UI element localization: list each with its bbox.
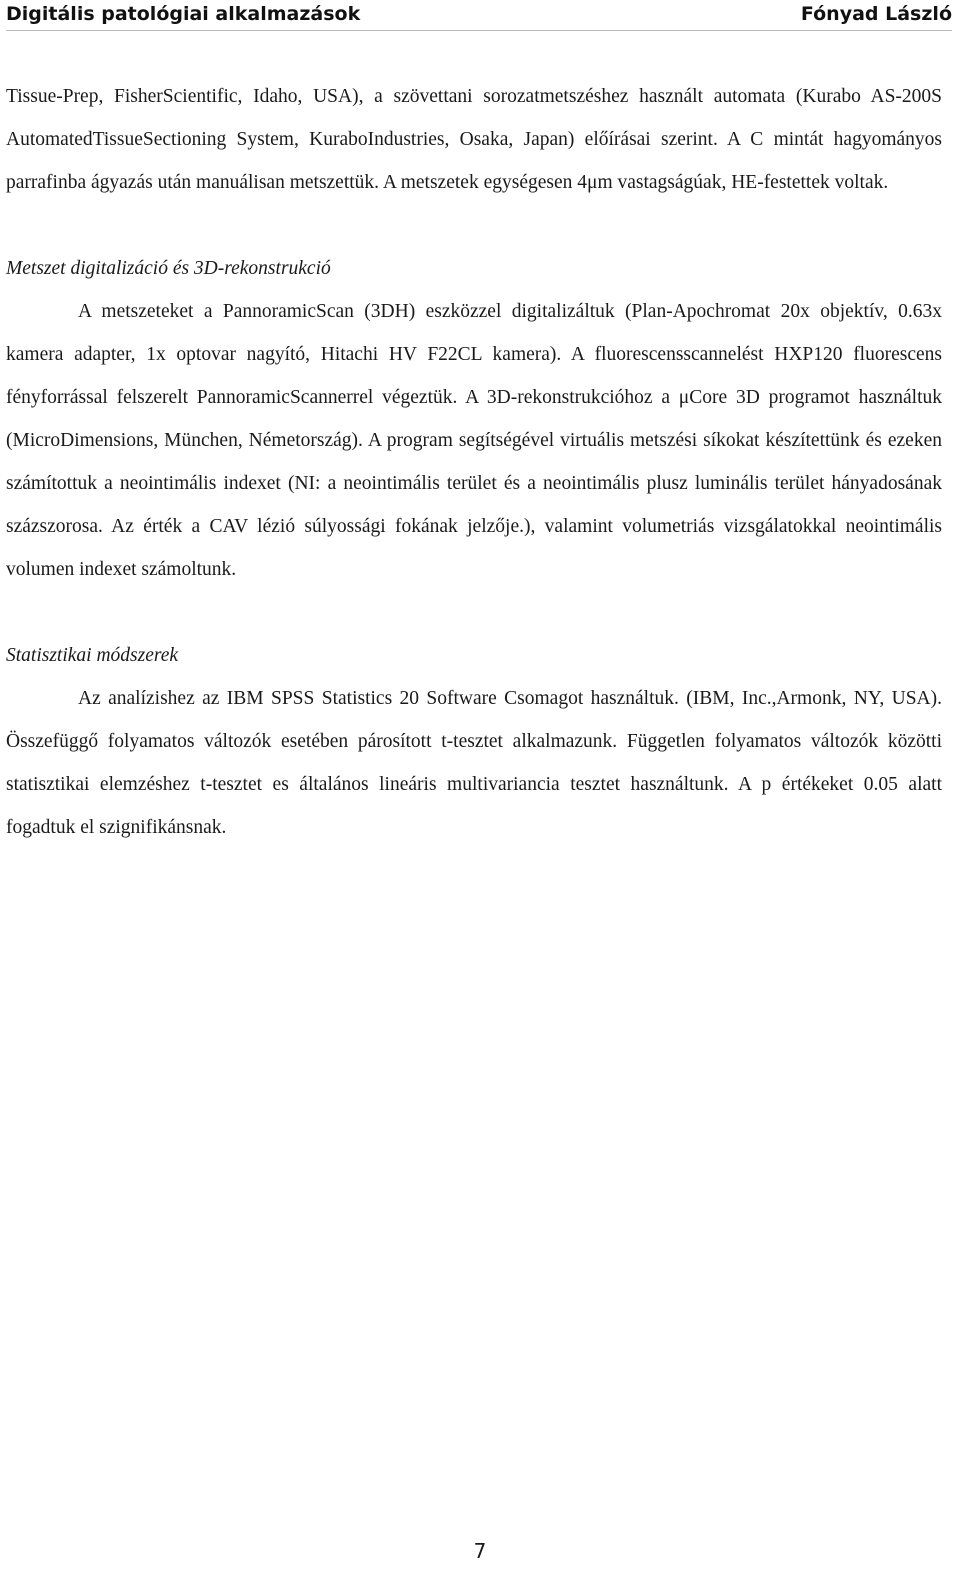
page-body (6, 75, 942, 849)
section-heading-statistics: Statisztikai módszerek (6, 645, 179, 666)
section-heading-digitization: Metszet digitalizáció és 3D-rekonstrukció (6, 258, 331, 279)
header-title: Digitális patológiai alkalmazások (6, 3, 361, 25)
statistics-paragraph: Az analízishez az IBM SPSS Statistics 20 Software Csomagot használtuk. (IBM, Inc.,Armonk, NY, USA). Összefüggő folyamatos változók esetében párosított t-tesztet alkalmazunk. Független folyamatos változók közötti statisztikai elemzéshez t-tesztet es általános lineáris multivariancia tesztet használtunk. A p értékeket 0.05 alatt fogadtuk el szignifikánsnak. (6, 688, 942, 838)
page-number: 7 (473, 1539, 487, 1563)
page-header (6, 0, 952, 28)
header-author: Fónyad László (800, 3, 952, 25)
digitization-paragraph: A metszeteket a PannoramicScan (3DH) eszközzel digitalizáltuk (Plan-Apochromat 20x objektív, 0.63x kamera adapter, 1x optovar nagyító, Hitachi HV F22CL kamera). A fluorescensscannelést HXP120 fluorescens fényforrással felszerelt PannoramicScannerrel végeztük. A 3D-rekonstrukcióhoz a μCore 3D programot használtuk (MicroDimensions, München, Németország). A program segítségével virtuális metszési síkokat készítettünk és ezeken számítottuk a neointimális indexet (NI: a neointimális terület és a neointimális plusz luminális terület hányadosának százszorosa. Az érték a CAV lézió súlyossági fokának jelzője.), valamint volumetriás vizsgálatokkal neointimális volumen indexet számoltunk. (6, 301, 942, 580)
intro-paragraph: Tissue-Prep, FisherScientific, Idaho, USA), a szövettani sorozatmetszéshez használt automata (Kurabo AS-200S AutomatedTissueSectioning System, KuraboIndustries, Osaka, Japan) előírásai szerint. A C mintát hagyományos parrafinba ágyazás után manuálisan metszettük. A metszetek egységesen 4μm vastagságúak, HE-festettek voltak. (6, 86, 942, 193)
spacer (6, 204, 942, 247)
header-divider (6, 30, 952, 31)
spacer (6, 591, 942, 634)
